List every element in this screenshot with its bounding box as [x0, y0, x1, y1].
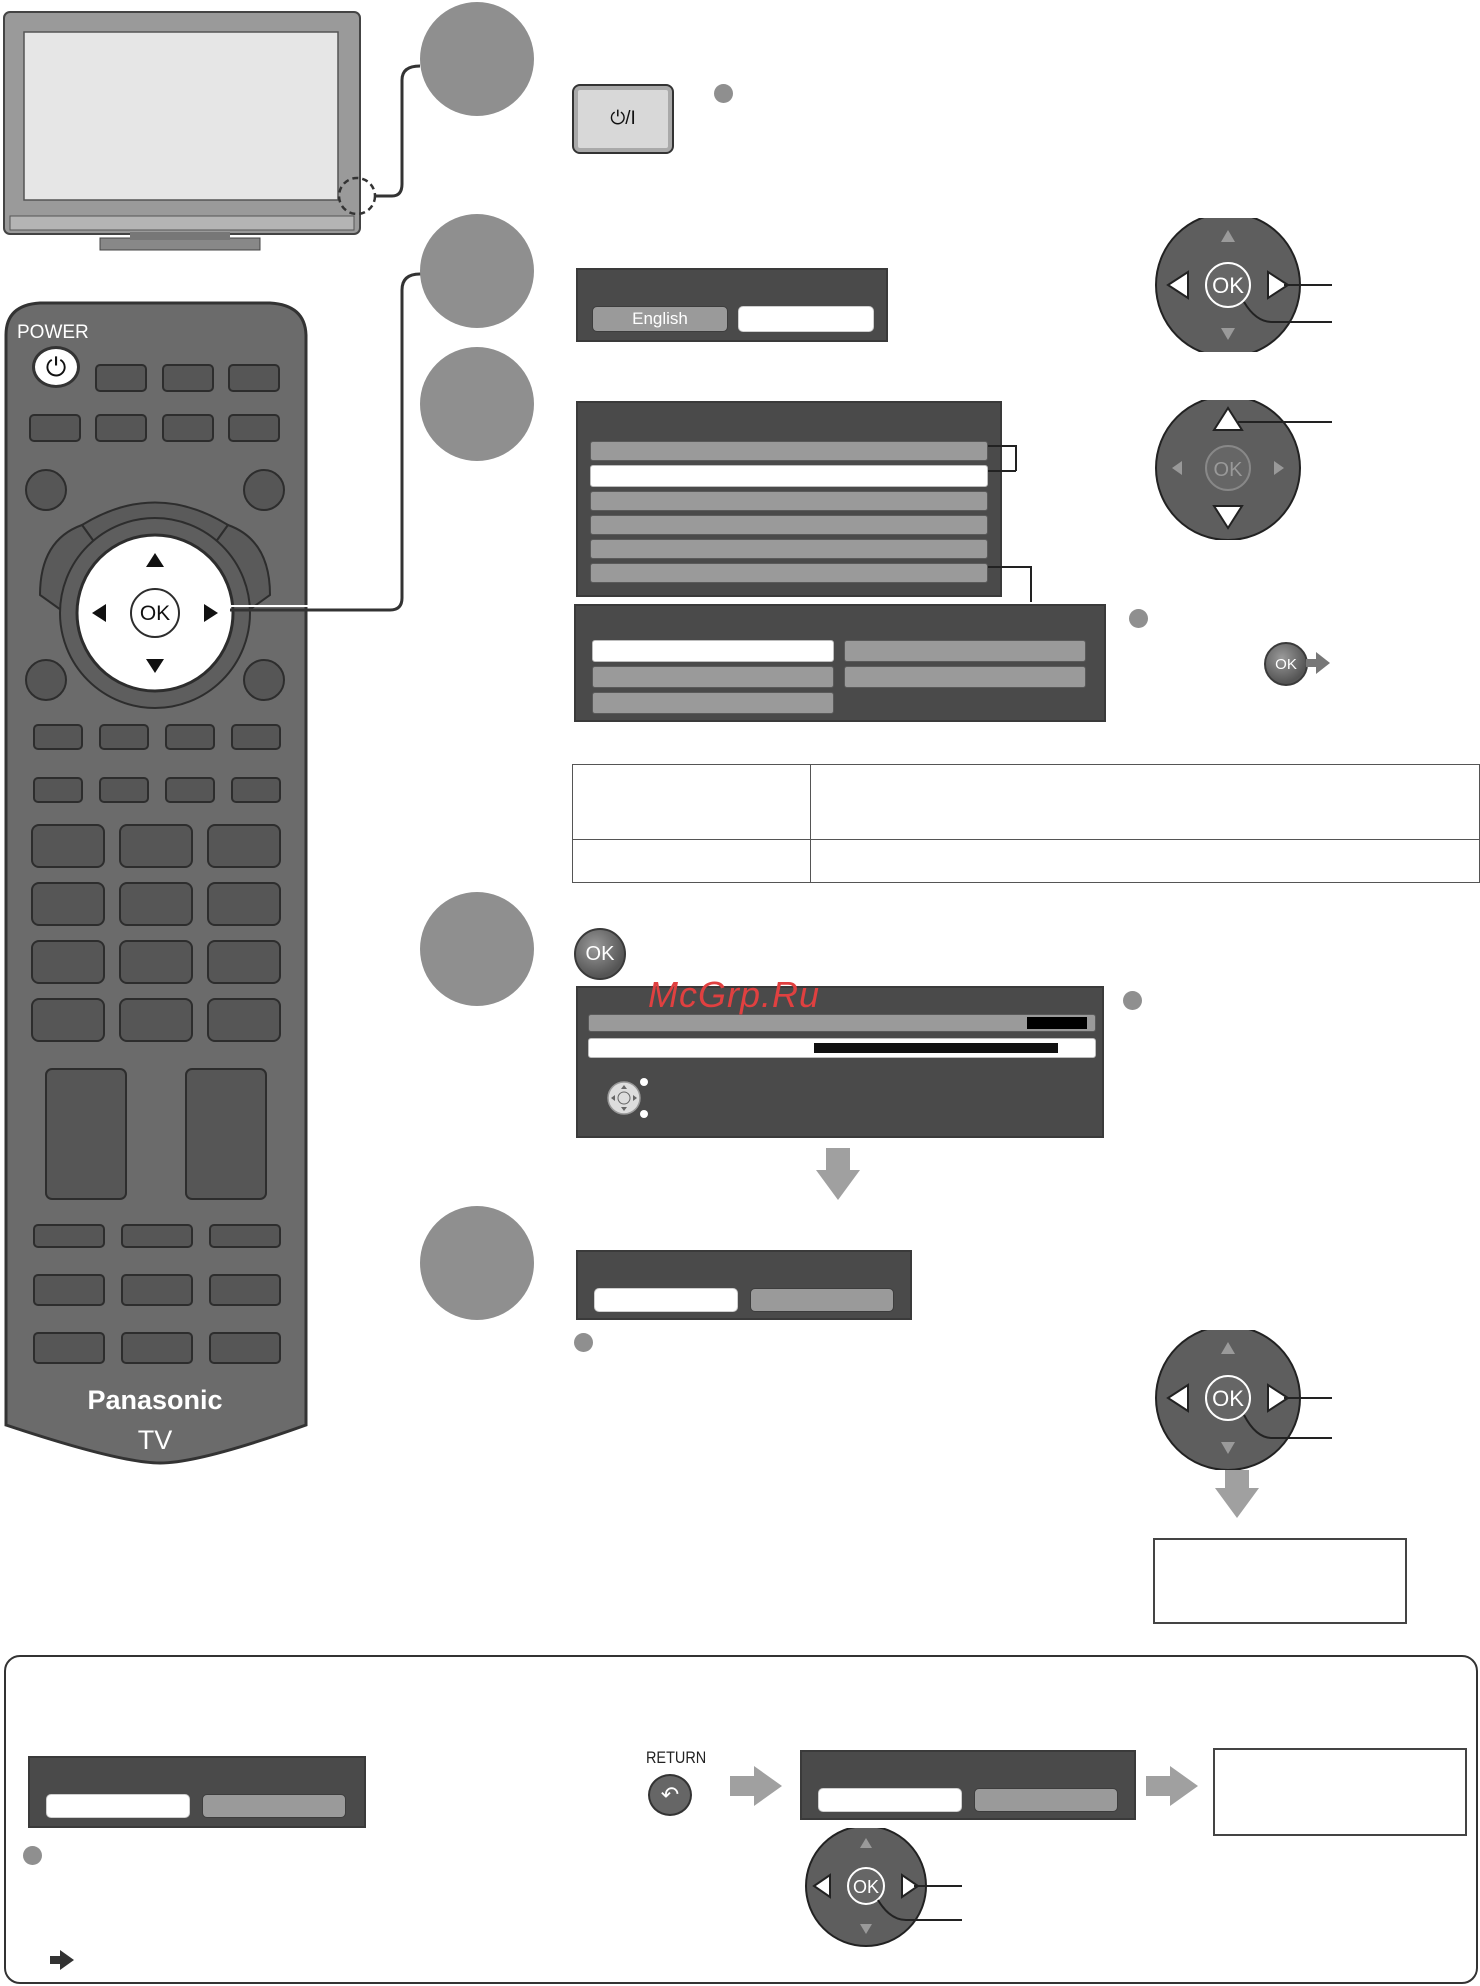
- language-menu-panel: [576, 268, 888, 342]
- submenu-item[interactable]: [844, 640, 1086, 662]
- step-circle-1: [420, 2, 534, 116]
- arrow-right-icon: [1170, 1766, 1198, 1806]
- power-icon: ⏻: [45, 352, 67, 382]
- remote-power-label: POWER: [17, 322, 89, 343]
- confirm-panel: [576, 1250, 912, 1320]
- watermark: McGrp.Ru: [648, 974, 821, 1015]
- down-arrow-icon: [1215, 1488, 1259, 1518]
- step4-ok-button[interactable]: OK: [574, 928, 626, 980]
- confirm-option-selected[interactable]: [594, 1288, 738, 1312]
- remote-tv-label: TV: [137, 1425, 173, 1455]
- tuning-progress-row: [588, 1038, 1096, 1058]
- bottom-middle-option-selected[interactable]: [818, 1788, 962, 1812]
- tv-power-switch[interactable]: [572, 84, 674, 154]
- bracket-line: [988, 566, 1032, 568]
- table-cell: [573, 840, 811, 883]
- tv-power-switch-label: ⏻/I: [610, 108, 636, 129]
- svg-text:OK: OK: [1213, 459, 1243, 481]
- navigation-hint-icon: [606, 1076, 650, 1120]
- step-circle-5: [420, 1206, 534, 1320]
- confirm-option[interactable]: [750, 1288, 894, 1312]
- step3-note-bullet: [1129, 609, 1148, 628]
- bottom-left-option-selected[interactable]: [46, 1794, 190, 1818]
- tuning-progress-bar: [813, 1042, 1059, 1054]
- tuning-value-box: [1027, 1017, 1087, 1029]
- remote-ok-button[interactable]: OK: [139, 602, 171, 625]
- table-cell: [573, 765, 811, 840]
- bottom-middle-panel: [800, 1750, 1136, 1820]
- svg-text:OK: OK: [852, 1877, 880, 1897]
- bracket-line: [988, 470, 1016, 472]
- arrow-right-icon-stem: [730, 1776, 756, 1796]
- dpad-step2[interactable]: [1152, 218, 1332, 352]
- remote-power-button[interactable]: [32, 346, 80, 388]
- connector-line: [230, 260, 430, 620]
- arrow-right-icon: [754, 1766, 782, 1806]
- return-button[interactable]: [648, 1774, 692, 1816]
- bottom-middle-option[interactable]: [974, 1788, 1118, 1812]
- submenu-item[interactable]: [592, 692, 834, 714]
- country-menu-panel: [576, 401, 1002, 597]
- submenu-item[interactable]: [592, 666, 834, 688]
- arrow-right-icon-stem: [1306, 659, 1318, 667]
- info-table: [572, 764, 1480, 883]
- bottom-result-box: [1213, 1748, 1467, 1836]
- return-icon: ↶: [660, 1782, 680, 1807]
- dpad-step3[interactable]: [1152, 400, 1332, 540]
- table-row: [573, 765, 1480, 840]
- step-circle-2: [420, 214, 534, 328]
- country-list-item[interactable]: [590, 539, 988, 559]
- bottom-note-bullet: [23, 1846, 42, 1865]
- down-arrow-icon-stem: [826, 1148, 850, 1172]
- bottom-left-panel: [28, 1756, 366, 1828]
- return-label: RETURN: [646, 1748, 707, 1767]
- arrow-right-icon: [60, 1950, 74, 1970]
- country-list-item[interactable]: [590, 515, 988, 535]
- dpad-step5[interactable]: [1152, 1330, 1332, 1470]
- hint-ok-icon: OK: [1264, 642, 1308, 686]
- language-option-english[interactable]: English: [592, 306, 728, 332]
- table-cell: [811, 840, 1480, 883]
- country-list-item[interactable]: [590, 491, 988, 511]
- country-list-item[interactable]: [590, 563, 988, 583]
- svg-text:OK: OK: [1212, 1386, 1244, 1411]
- step5-note-bullet: [574, 1333, 593, 1352]
- tv-illustration: [0, 10, 420, 260]
- country-list-item[interactable]: [590, 441, 988, 461]
- bracket-line: [988, 445, 1016, 447]
- table-row: [573, 840, 1480, 883]
- bottom-left-option[interactable]: [202, 1794, 346, 1818]
- bracket-line: [1030, 566, 1032, 602]
- step1-note-bullet: [714, 84, 733, 103]
- remote-brand-logo: Panasonic: [87, 1385, 223, 1415]
- step4-note-bullet: [1123, 991, 1142, 1010]
- bracket-line: [1015, 445, 1017, 471]
- table-cell: [811, 765, 1480, 840]
- country-list-item-selected[interactable]: [590, 465, 988, 487]
- down-arrow-icon-stem: [1225, 1470, 1249, 1490]
- arrow-right-icon: [1316, 652, 1330, 674]
- step-circle-3: [420, 347, 534, 461]
- language-option-selected[interactable]: [738, 306, 874, 332]
- down-arrow-icon: [816, 1170, 860, 1200]
- result-box: [1153, 1538, 1407, 1624]
- submenu-item-selected[interactable]: [592, 640, 834, 662]
- arrow-right-icon-stem: [1146, 1776, 1172, 1796]
- svg-text:OK: OK: [1212, 273, 1244, 298]
- tuning-row: [588, 1014, 1096, 1032]
- submenu-item[interactable]: [844, 666, 1086, 688]
- dpad-bottom[interactable]: [802, 1828, 982, 1948]
- country-submenu-panel: [574, 604, 1106, 722]
- step-circle-4: [420, 892, 534, 1006]
